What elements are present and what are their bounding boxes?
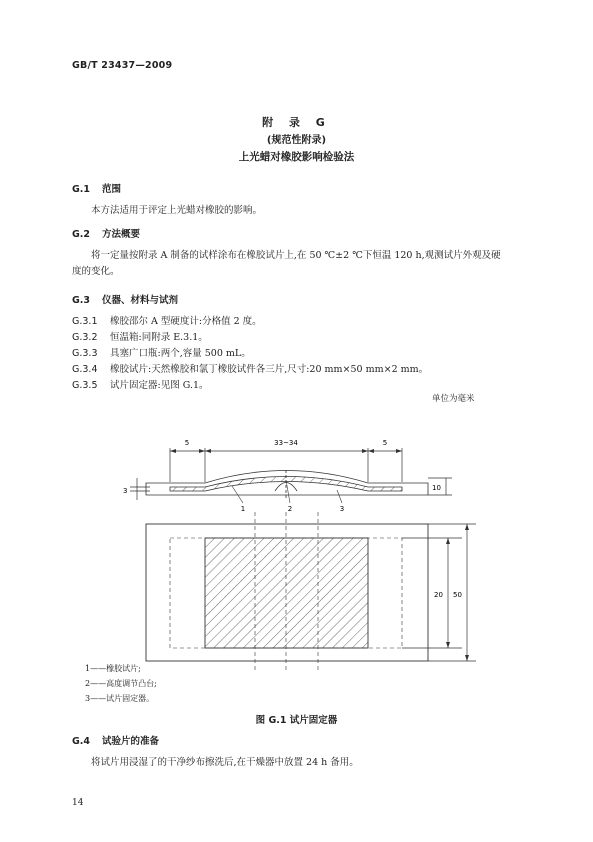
section-title: 试验片的准备 [102,736,160,747]
section-number: G.3 [72,295,91,306]
dimension-label: 5 [184,439,190,447]
item-text: 橡胶试片:天然橡胶和氯丁橡胶试件各三片,尺寸:20 mm×50 mm×2 mm。 [110,364,429,375]
legend-item: 1——橡胶试片; [85,664,141,673]
dimension-label: 50 [453,591,462,599]
callout-number: 3 [339,505,345,513]
section-g1-text: 本方法适用于评定上光蜡对橡胶的影响。 [91,205,263,216]
section-title: 仪器、材料与试剂 [102,295,179,306]
item-text: 橡胶邵尔 A 型硬度计:分格值 2 度。 [110,316,262,327]
appendix-heading: 上光蜡对橡胶影响检验法 [238,151,355,163]
item-number: G.3.4 [72,364,98,375]
text-line: 度的变化。 [72,266,120,277]
section-g4-heading [72,733,159,747]
section-title: 方法概要 [102,229,141,240]
appendix-nature: (规范性附录) [266,135,327,146]
page-number: 14 [72,798,84,808]
dimension-label: 3 [123,487,128,495]
text-line: 将一定量按附录 A 制备的试样涂布在橡胶试片上,在 50 ℃±2 ℃下恒温 120 h,观测试片外观及硬 [91,250,501,261]
section-number: G.2 [72,229,91,240]
item-text: 恒温箱:同附录 E.3.1。 [110,332,208,343]
legend-item: 3——试片固定器。 [85,694,155,703]
section-number: G.1 [72,184,91,195]
dimension-label: 33~34 [274,439,298,447]
standard-code: GB/T 23437—2009 [72,60,173,71]
item-text: 具塞广口瓶:两个,容量 500 mL。 [110,348,251,359]
figure-caption: 图 G.1 试片固定器 [255,715,338,726]
item-number: G.3.2 [72,332,98,343]
dimension-label: 10 [432,484,441,492]
dimension-label: 5 [382,439,388,447]
callout-number: 1 [240,505,246,513]
callout-number: 2 [287,505,293,513]
legend-item: 2——高度调节凸台; [85,679,157,688]
item-text: 试片固定器:见图 G.1。 [110,380,209,391]
item-number: G.3.3 [72,348,98,359]
section-g4-text: 将试片用浸湿了的干净纱布擦洗后,在干燥器中放置 24 h 备用。 [91,757,359,768]
dimension-label: 20 [434,591,443,599]
unit-note: 单位为毫米 [432,394,475,404]
item-number: G.3.5 [72,380,98,391]
section-title: 范围 [102,184,122,195]
section-number: G.4 [72,736,91,747]
item-number: G.3.1 [72,316,98,327]
appendix-title: 附 录 G [262,116,331,129]
